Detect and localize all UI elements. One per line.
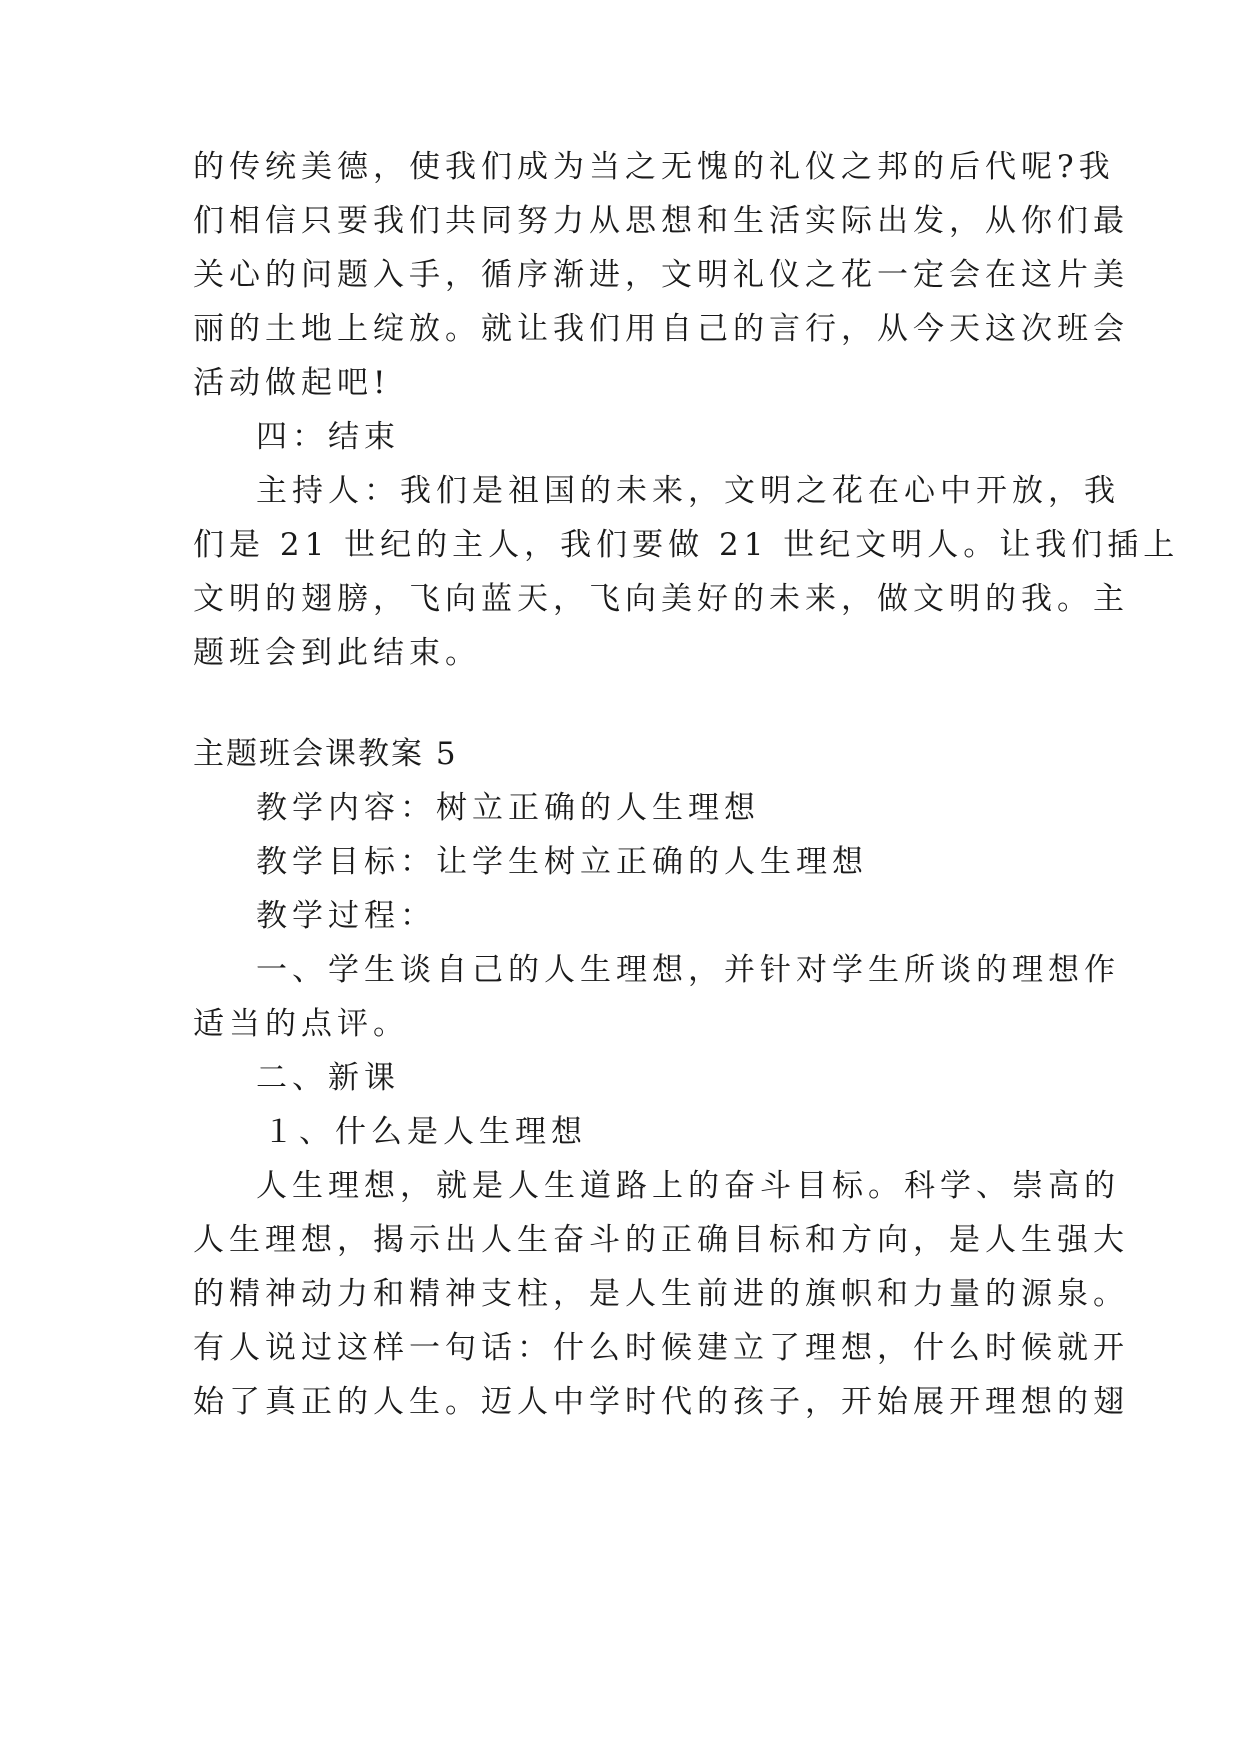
teaching-content: 教学内容：树立正确的人生理想 — [256, 790, 760, 826]
section-subheading: 四：结束 — [256, 419, 400, 455]
host-paragraph-line: 文明的翅膀，飞向蓝天，飞向美好的未来，做文明的我。主 — [193, 581, 1129, 617]
teaching-goal: 教学目标：让学生树立正确的人生理想 — [256, 844, 868, 880]
host-paragraph-line: 主持人：我们是祖国的未来，文明之花在心中开放，我 — [256, 473, 1120, 509]
lesson-title: 主题班会课教案 5 — [193, 736, 458, 772]
host-paragraph-line: 们是 21 世纪的主人，我们要做 21 世纪文明人。让我们插上 — [193, 527, 1180, 563]
host-paragraph-line: 题班会到此结束。 — [193, 635, 481, 671]
teaching-process: 教学过程： — [256, 898, 436, 934]
body-line: 的精神动力和精神支柱，是人生前进的旗帜和力量的源泉。 — [193, 1276, 1129, 1312]
step-two: 二、新课 — [256, 1060, 400, 1096]
paragraph-line: 们相信只要我们共同努力从思想和生活实际出发，从你们最 — [193, 203, 1129, 239]
sub-step-heading: １、什么是人生理想 — [263, 1114, 587, 1150]
paragraph-line: 的传统美德，使我们成为当之无愧的礼仪之邦的后代呢?我 — [193, 149, 1115, 185]
body-line: 始了真正的人生。迈人中学时代的孩子，开始展开理想的翅 — [193, 1384, 1129, 1420]
step-one-line: 一、学生谈自己的人生理想，并针对学生所谈的理想作 — [256, 952, 1120, 988]
paragraph-line: 丽的土地上绽放。就让我们用自己的言行，从今天这次班会 — [193, 311, 1129, 347]
step-one-line: 适当的点评。 — [193, 1006, 409, 1042]
body-line: 有人说过这样一句话：什么时候建立了理想，什么时候就开 — [193, 1330, 1129, 1366]
body-line: 人生理想，就是人生道路上的奋斗目标。科学、崇高的 — [256, 1168, 1120, 1204]
paragraph-line: 活动做起吧! — [193, 365, 391, 401]
body-line: 人生理想，揭示出人生奋斗的正确目标和方向，是人生强大 — [193, 1222, 1129, 1258]
paragraph-line: 关心的问题入手，循序渐进，文明礼仪之花一定会在这片美 — [193, 257, 1129, 293]
